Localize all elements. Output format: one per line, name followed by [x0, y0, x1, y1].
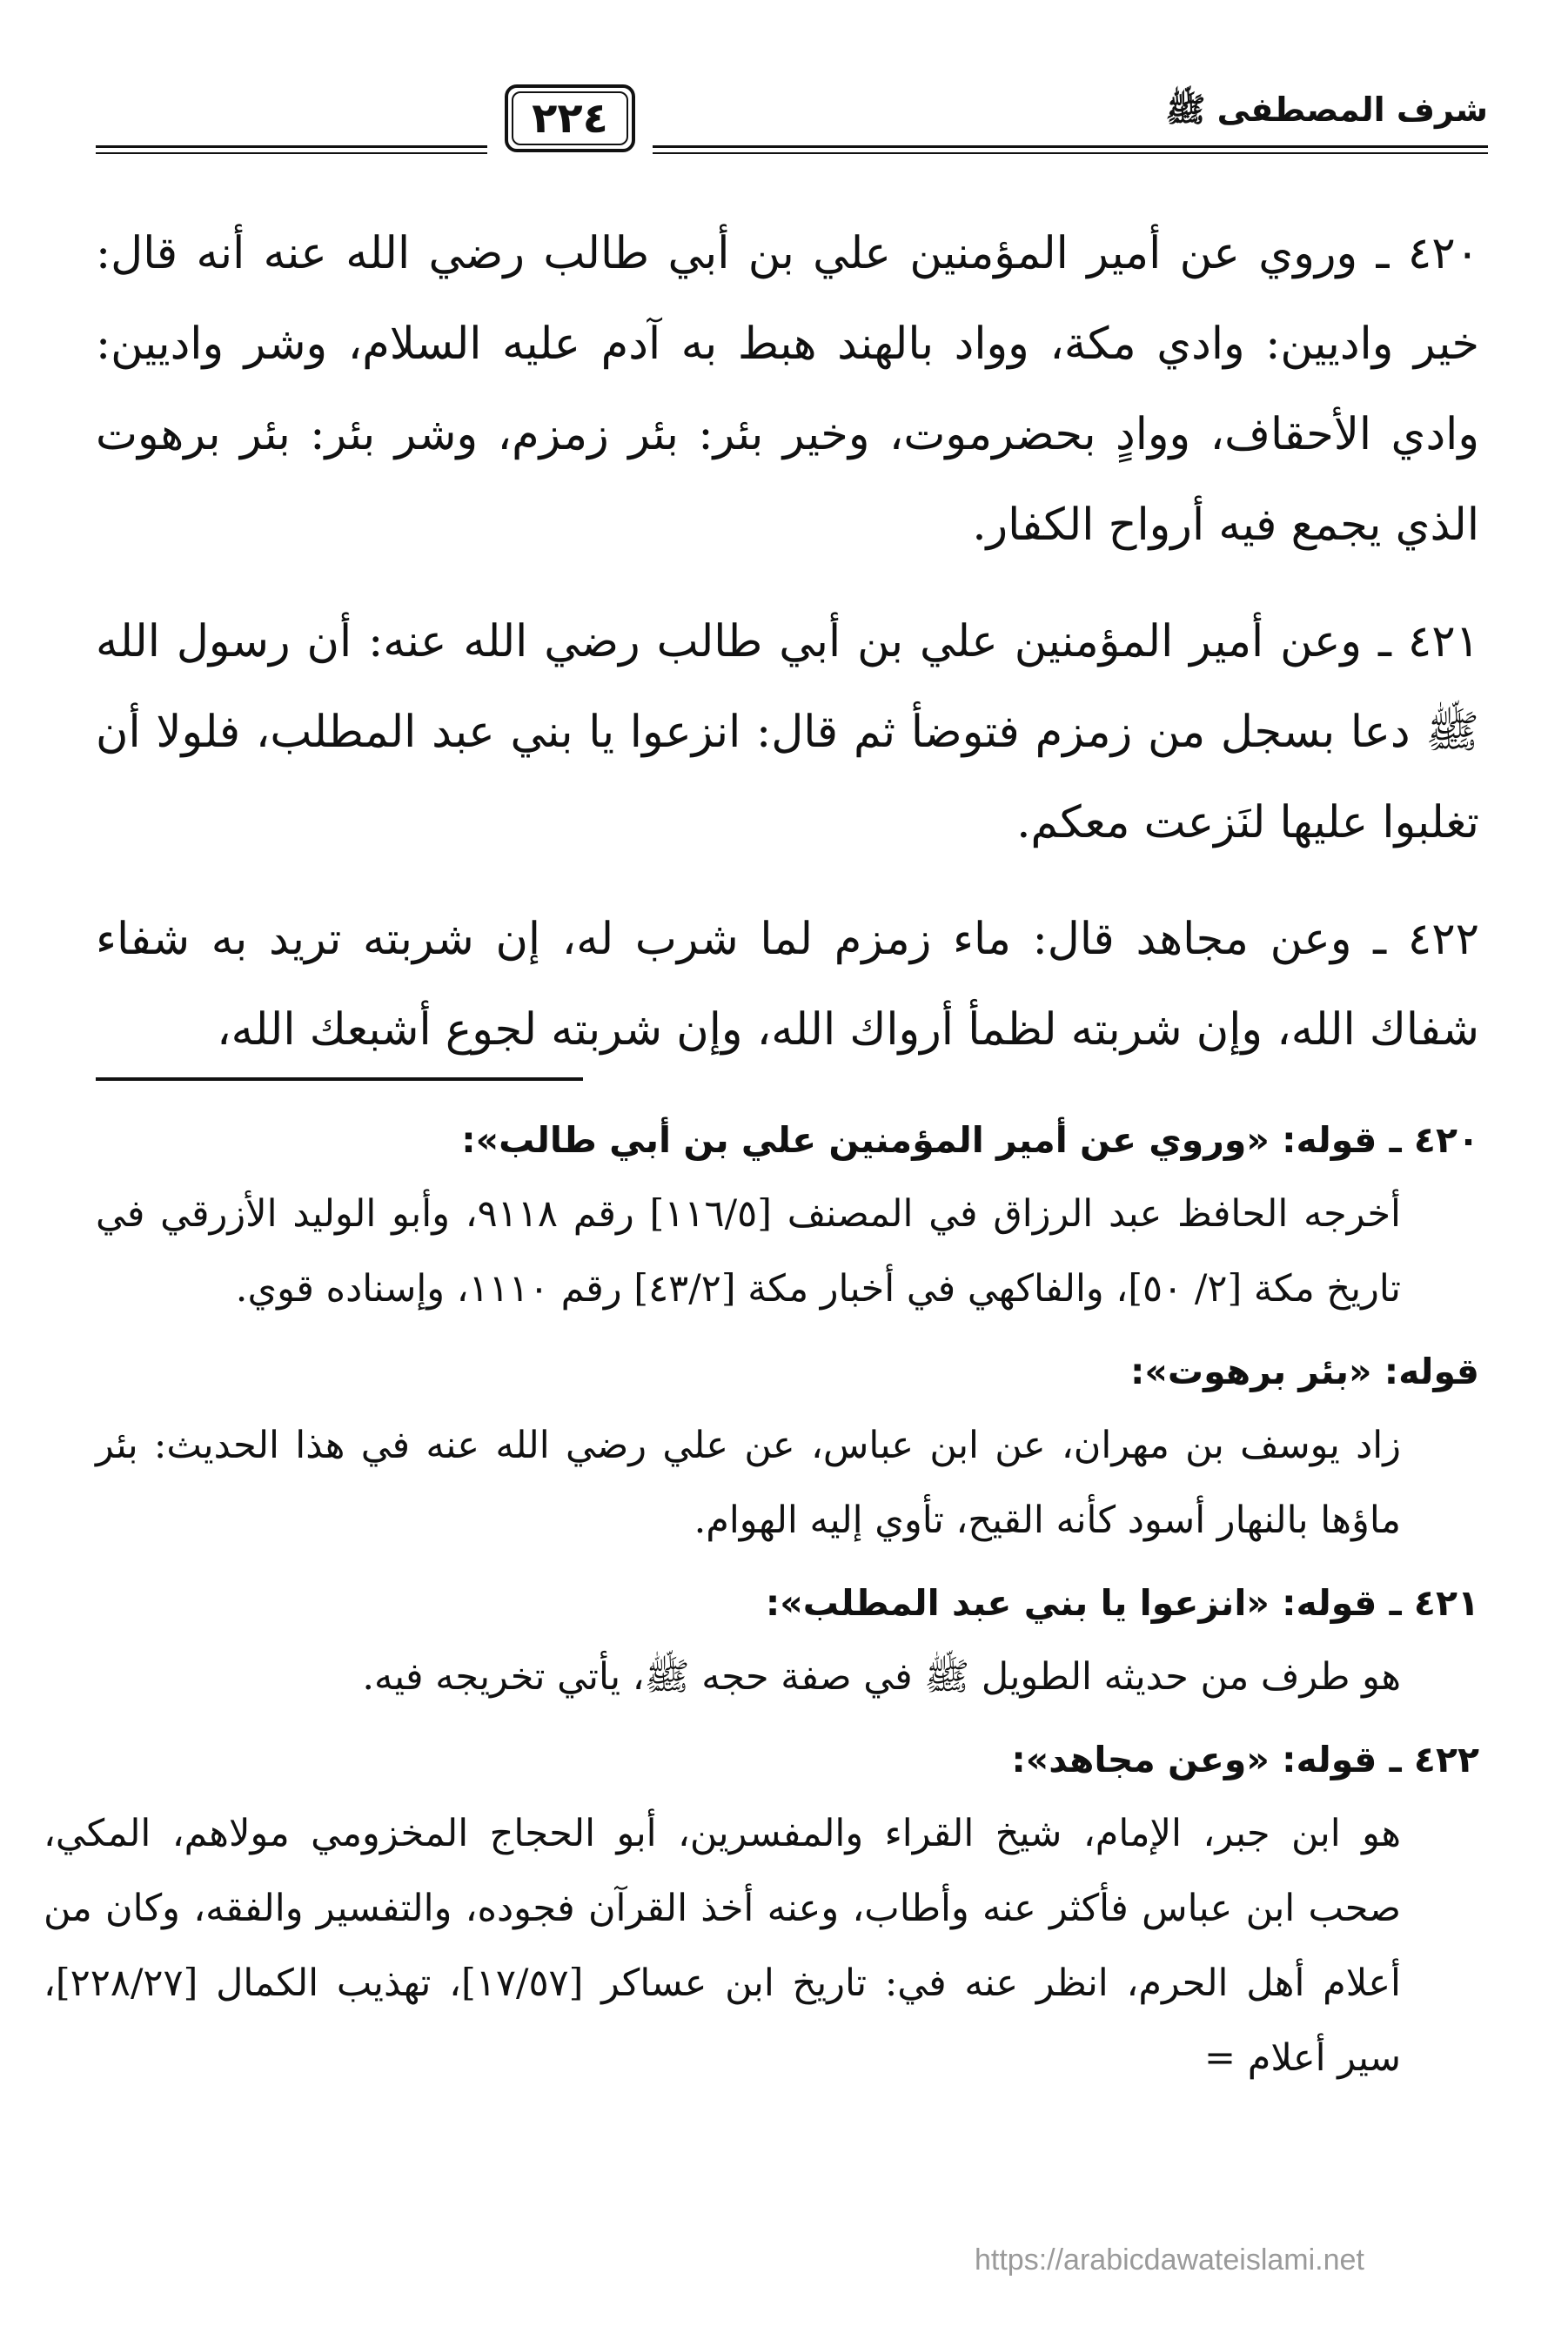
header-rule-left [96, 145, 487, 148]
header-rule [653, 145, 1488, 148]
footnotes [44, 1103, 1479, 2104]
hadith-421: ٤٢١ ـ وعن أمير المؤمنين علي بن أبي طالب رضي الله عنه: أن رسول الله ﷺ دعا بسجل من زمزم فتوضأ ثم قال: انزعوا يا بني عبد المطلب، فلولا أن تغلبوا عليها لنَزعت معكم. [96, 616, 1479, 848]
footnote-text: هو طرف من حديثه الطويل ﷺ في صفة حجه ﷺ، يأتي تخريجه فيه. [362, 1655, 1401, 1699]
footnote-heading: ٤٢٠ ـ قوله: «وروي عن أمير المؤمنين علي بن أبي طالب»: [461, 1119, 1479, 1161]
footnote-heading: قوله: «بئر برهوت»: [1130, 1351, 1479, 1392]
footnote-heading: ٤٢١ ـ قوله: «انزعوا يا بني عبد المطلب»: [765, 1582, 1479, 1624]
watermark-url: https://arabicdawateislami.net [975, 2243, 1364, 2277]
footnote-separator [96, 1077, 583, 1081]
page-header [96, 83, 1488, 178]
main-text [96, 209, 1479, 1102]
page-number: ٢٢٤ [505, 84, 635, 152]
footnote-text: هو ابن جبر، الإمام، شيخ القراء والمفسرين، أبو الحجاج المخزومي مولاهم، المكي، صحب ابن عباس فأكثر عنه وأطاب، وعنه أخذ القرآن فجوده، والتفسير والفقه، وكان من أعلام أهل الحرم، انظر عنه في: تاريخ ابن عساكر [١٧/٥٧]، تهذيب الكمال [٢٢٨/٢٧]، سير أعلام = [44, 1812, 1401, 2080]
footnote-heading: ٤٢٢ ـ قوله: «وعن مجاهد»: [1011, 1739, 1479, 1780]
hadith-420: ٤٢٠ ـ وروي عن أمير المؤمنين علي بن أبي طالب رضي الله عنه أنه قال: خير واديين: وادي مكة، وواد بالهند هبط به آدم عليه السلام، وشر واديين: وادي الأحقاف، ووادٍ بحضرموت، وخير بئر: بئر زمزم، وشر بئر: بئر برهوت الذي يجمع فيه أرواح الكفار. [96, 228, 1479, 551]
running-title: شرف المصطفى ﷺ [1165, 91, 1488, 129]
footnote-text: أخرجه الحافظ عبد الرزاق في المصنف [١١٦/٥] رقم ٩١١٨، وأبو الوليد الأزرقي في تاريخ مكة [٢/ ٥٠]، والفاكهي في أخبار مكة [٤٣/٢] رقم ١١١٠، وإسناده قوي. [96, 1192, 1401, 1311]
hadith-422: ٤٢٢ ـ وعن مجاهد قال: ماء زمزم لما شرب له، إن شربته تريد به شفاء شفاك الله، وإن شربته لظمأ أرواك الله، وإن شربته لجوع أشبعك الله، [96, 914, 1479, 1056]
footnote-text: زاد يوسف بن مهران، عن ابن عباس، عن علي رضي الله عنه في هذا الحديث: بئر ماؤها بالنهار أسود كأنه القيح، تأوي إليه الهوام. [96, 1424, 1401, 1542]
